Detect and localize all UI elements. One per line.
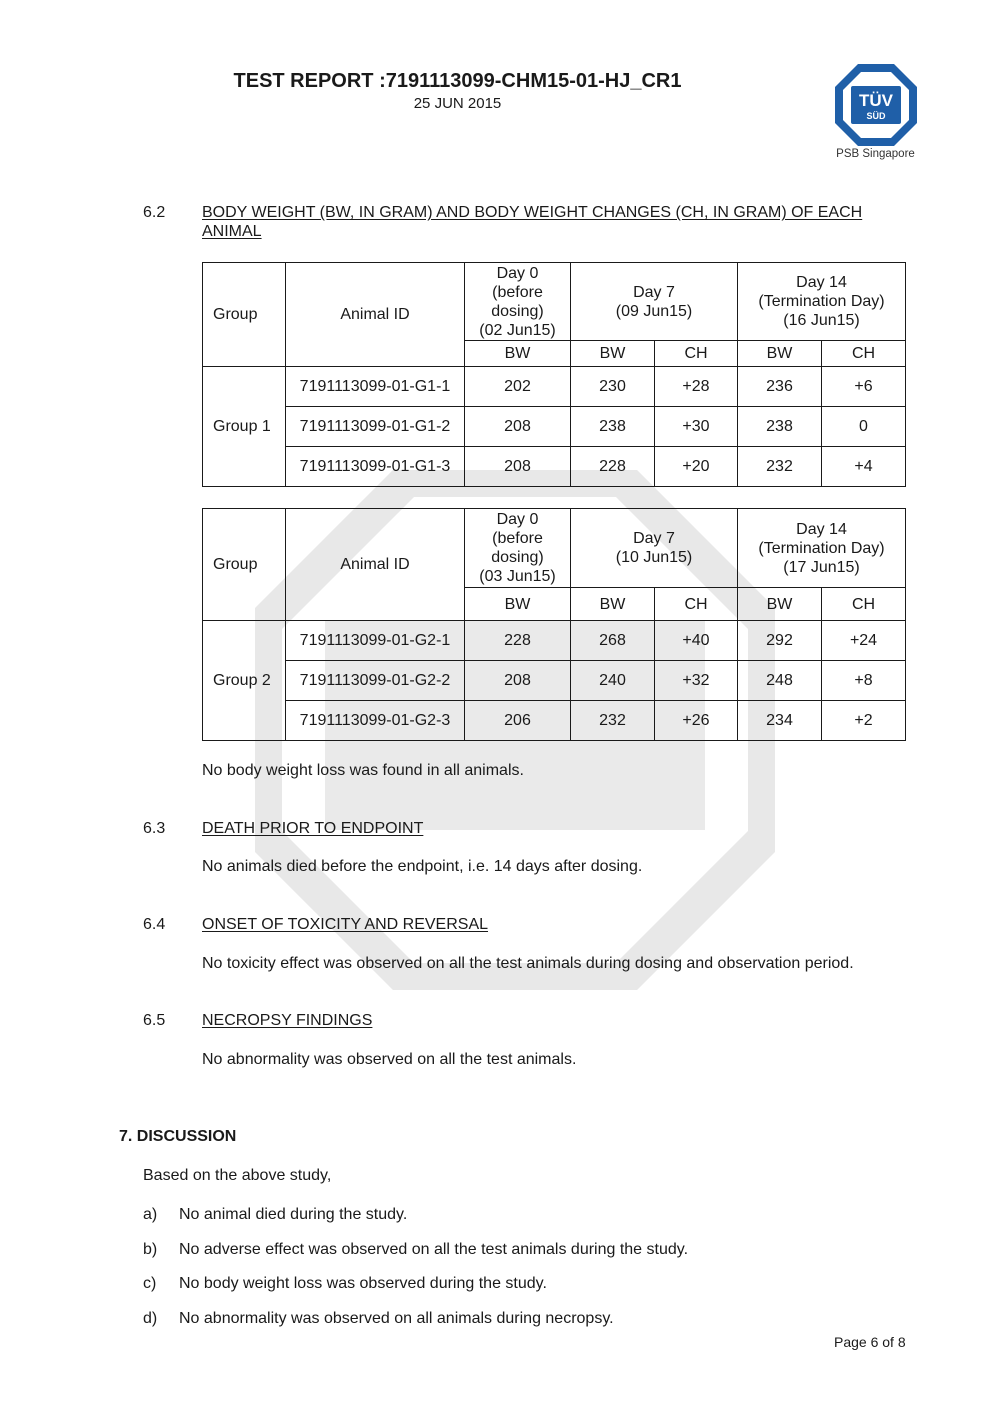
table-row bbox=[203, 367, 906, 407]
section-6-4-number: 6.4 bbox=[143, 916, 166, 933]
header-day14: Day 14 (Termination Day) (16 Jun15) bbox=[738, 263, 906, 341]
bw-day0: 208 bbox=[465, 447, 571, 487]
header-animal-id: Animal ID bbox=[286, 509, 465, 621]
section-6-2-number: 6.2 bbox=[143, 204, 166, 221]
header-day0: Day 0 (before dosing) (02 Jun15) bbox=[465, 263, 571, 341]
section-6-2-heading-line2: ANIMAL bbox=[202, 223, 262, 240]
bw-day7: 238 bbox=[571, 407, 655, 447]
discussion-item-text: No abnormality was observed on all animals during necropsy. bbox=[179, 1310, 614, 1327]
bw-day7: 232 bbox=[571, 701, 655, 741]
section-6-4-heading: ONSET OF TOXICITY AND REVERSAL bbox=[202, 916, 489, 933]
table-row bbox=[203, 447, 906, 487]
header-day7: Day 7 (10 Jun15) bbox=[571, 509, 738, 588]
subheader-bw: BW bbox=[465, 588, 571, 621]
table-row bbox=[203, 621, 906, 661]
ch-day7: +20 bbox=[655, 447, 738, 487]
section-6-5-number: 6.5 bbox=[143, 1012, 166, 1029]
bw-day7: 228 bbox=[571, 447, 655, 487]
header-day0: Day 0 (before dosing) (03 Jun15) bbox=[465, 509, 571, 588]
ch-day7: +32 bbox=[655, 661, 738, 701]
section-6-5-heading: NECROPSY FINDINGS bbox=[202, 1012, 373, 1029]
subheader-ch: CH bbox=[655, 588, 738, 621]
header-group: Group bbox=[203, 263, 286, 367]
discussion-item-label: a) bbox=[143, 1206, 158, 1223]
logo-text-bottom: SÜD bbox=[866, 111, 886, 121]
section-6-4-text: No toxicity effect was observed on all the test animals during dosing and observation period. bbox=[202, 955, 854, 972]
animal-id: 7191113099-01-G1-1 bbox=[286, 367, 465, 407]
header-day14: Day 14 (Termination Day) (17 Jun15) bbox=[738, 509, 906, 588]
discussion-item-label: c) bbox=[143, 1275, 157, 1292]
subheader-bw: BW bbox=[738, 341, 822, 367]
ch-day7: +26 bbox=[655, 701, 738, 741]
bw-day0: 206 bbox=[465, 701, 571, 741]
ch-day7: +30 bbox=[655, 407, 738, 447]
discussion-intro: Based on the above study, bbox=[143, 1167, 332, 1184]
bw-day0: 228 bbox=[465, 621, 571, 661]
body-weight-table-group-1 bbox=[202, 262, 906, 487]
logo-caption: PSB Singapore bbox=[836, 148, 915, 160]
subheader-ch: CH bbox=[822, 588, 906, 621]
discussion-item-text: No animal died during the study. bbox=[179, 1206, 408, 1223]
header-group: Group bbox=[203, 509, 286, 621]
group-label: Group 2 bbox=[203, 621, 286, 741]
discussion-item-text: No adverse effect was observed on all the test animals during the study. bbox=[179, 1241, 689, 1258]
page-number: Page 6 of 8 bbox=[834, 1334, 906, 1350]
body-weight-note: No body weight loss was found in all animals. bbox=[202, 762, 524, 779]
animal-id: 7191113099-01-G1-2 bbox=[286, 407, 465, 447]
subheader-bw: BW bbox=[571, 588, 655, 621]
ch-day14: +2 bbox=[822, 701, 906, 741]
ch-day14: +24 bbox=[822, 621, 906, 661]
section-6-3-number: 6.3 bbox=[143, 820, 166, 837]
discussion-heading: 7. DISCUSSION bbox=[119, 1128, 237, 1145]
animal-id: 7191113099-01-G2-1 bbox=[286, 621, 465, 661]
table-row bbox=[203, 407, 906, 447]
header-animal-id: Animal ID bbox=[286, 263, 465, 367]
group-label: Group 1 bbox=[203, 367, 286, 487]
header-day7: Day 7 (09 Jun15) bbox=[571, 263, 738, 341]
discussion-item-label: d) bbox=[143, 1310, 158, 1327]
tuv-sud-logo bbox=[833, 62, 919, 148]
bw-day14: 238 bbox=[738, 407, 822, 447]
bw-day0: 208 bbox=[465, 407, 571, 447]
table-row bbox=[203, 701, 906, 741]
ch-day14: +4 bbox=[822, 447, 906, 487]
section-6-5-text: No abnormality was observed on all the test animals. bbox=[202, 1051, 577, 1068]
bw-day14: 248 bbox=[738, 661, 822, 701]
bw-day0: 208 bbox=[465, 661, 571, 701]
bw-day7: 240 bbox=[571, 661, 655, 701]
ch-day14: +8 bbox=[822, 661, 906, 701]
logo-text-top: TÜV bbox=[859, 91, 893, 110]
ch-day14: 0 bbox=[822, 407, 906, 447]
animal-id: 7191113099-01-G2-2 bbox=[286, 661, 465, 701]
section-6-3-text: No animals died before the endpoint, i.e. 14 days after dosing. bbox=[202, 858, 643, 875]
report-title: TEST REPORT :7191113099-CHM15-01-HJ_CR1 bbox=[233, 70, 682, 92]
body-weight-table-group-2 bbox=[202, 508, 906, 741]
bw-day14: 292 bbox=[738, 621, 822, 661]
ch-day7: +28 bbox=[655, 367, 738, 407]
ch-day7: +40 bbox=[655, 621, 738, 661]
subheader-bw: BW bbox=[738, 588, 822, 621]
animal-id: 7191113099-01-G1-3 bbox=[286, 447, 465, 487]
bw-day0: 202 bbox=[465, 367, 571, 407]
bw-day7: 230 bbox=[571, 367, 655, 407]
ch-day14: +6 bbox=[822, 367, 906, 407]
subheader-ch: CH bbox=[655, 341, 738, 367]
section-6-3-heading: DEATH PRIOR TO ENDPOINT bbox=[202, 820, 424, 837]
section-6-2-heading-line1: BODY WEIGHT (BW, IN GRAM) AND BODY WEIGHT CHANGES (CH, IN GRAM) OF EACH bbox=[202, 204, 863, 221]
bw-day7: 268 bbox=[571, 621, 655, 661]
animal-id: 7191113099-01-G2-3 bbox=[286, 701, 465, 741]
subheader-bw: BW bbox=[571, 341, 655, 367]
discussion-item-text: No body weight loss was observed during the study. bbox=[179, 1275, 547, 1292]
table-row bbox=[203, 661, 906, 701]
bw-day14: 232 bbox=[738, 447, 822, 487]
discussion-item-label: b) bbox=[143, 1241, 158, 1258]
bw-day14: 234 bbox=[738, 701, 822, 741]
report-date: 25 JUN 2015 bbox=[413, 95, 502, 112]
subheader-ch: CH bbox=[822, 341, 906, 367]
bw-day14: 236 bbox=[738, 367, 822, 407]
subheader-bw: BW bbox=[465, 341, 571, 367]
